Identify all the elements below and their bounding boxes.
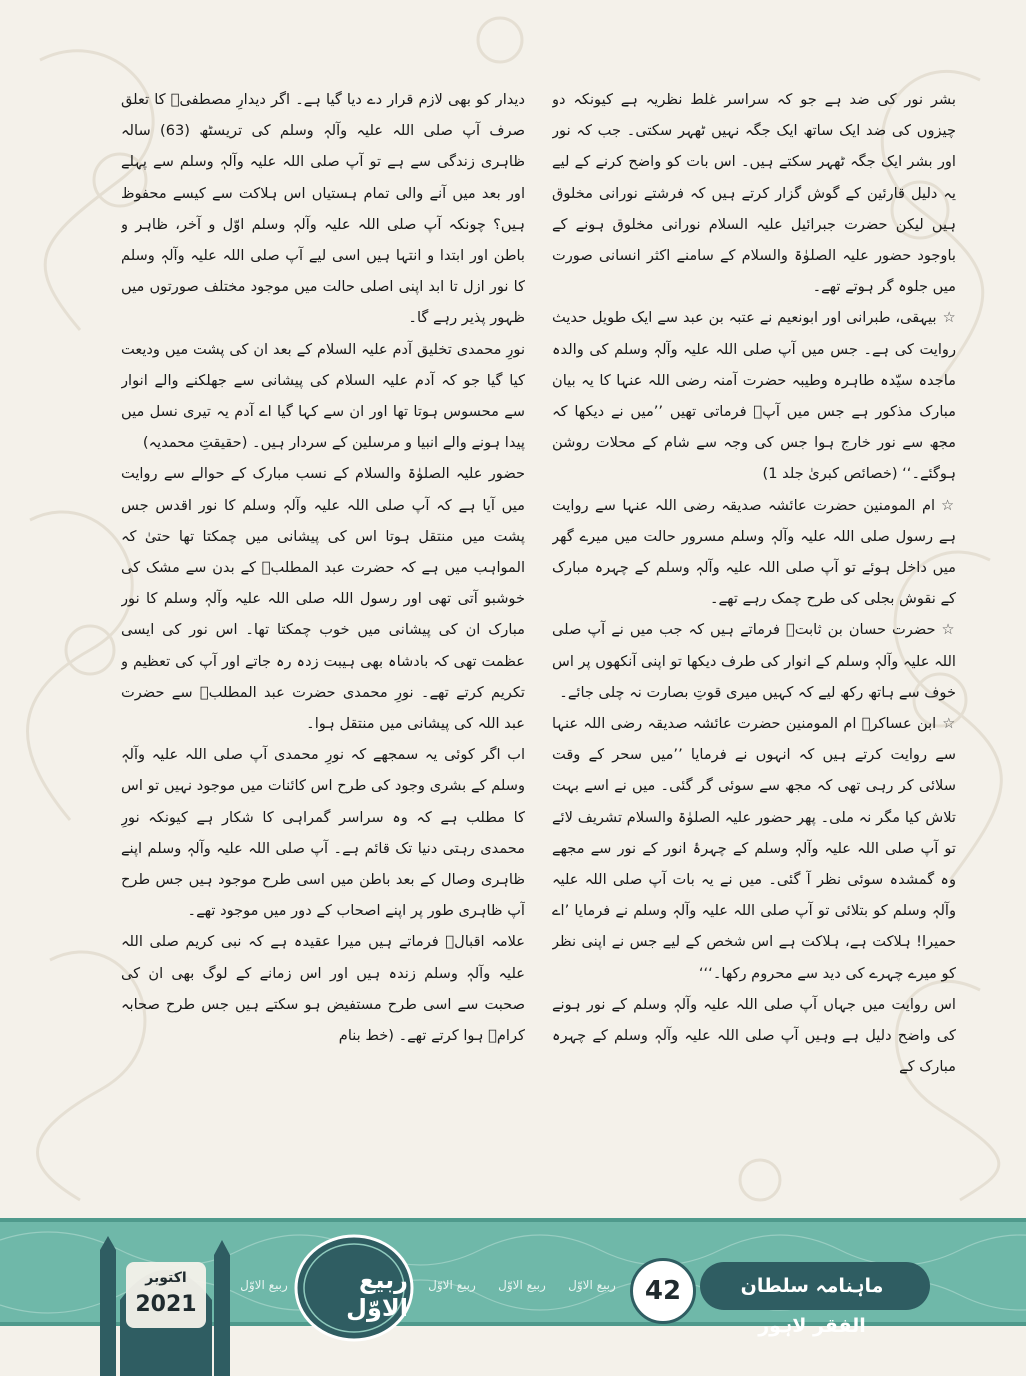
paragraph xyxy=(552,708,956,989)
paragraph: حضور علیہ الصلوٰۃ والسلام کے نسب مبارک کے حوالے سے روایت میں آیا ہے کہ آپ صلی اللہ علیہ وآلہٖ وسلم کا نور اقدس جس پشت میں منتقل ہوتا اس کی پیشانی میں چمکتا تھا حتیٰ کہ المواہب میں ہے کہ حضرت عبد المطلبؓ کے بدن سے مشک کی خوشبو آتی تھی اور رسول اللہ صلی اللہ علیہ وآلہٖ وسلم کا نور مبارک ان کی پیشانی میں خوب چمکتا تھا۔ اس نور کی ایسی عظمت تھی کہ بادشاہ بھی ہیبت زدہ رہ جاتے اور آپ کی تعظیم و تکریم کرتے تھے۔ نورِ محمدی حضرت عبد المطلبؓ سے حضرت عبد اللہ کی پیشانی میں منتقل ہوا۔ xyxy=(121,465,525,733)
paragraph: اب اگر کوئی یہ سمجھے کہ نورِ محمدی آپ صلی اللہ علیہ وآلہٖ وسلم کے بشری وجود کی طرح اس کائنات میں موجود نہیں تو اس کا مطلب ہے کہ وہ سراسر گمراہی کا شکار ہے کیونکہ نورِ محمدی رہتی دنیا تک قائم ہے۔ آپ صلی اللہ علیہ وآلہٖ وسلم اپنے ظاہری وصال کے بعد باطن میں اسی طرح موجود ہیں جس طرح آپ ظاہری طور پر اپنے اصحاب کے دور میں موجود تھے۔ xyxy=(121,746,525,920)
text-column-left xyxy=(121,84,525,1202)
star-icon: ☆ xyxy=(941,496,956,514)
paragraph: دیدار کو بھی لازم قرار دے دیا گیا ہے۔ اگر دیدارِ مصطفیؐ کا تعلق صرف آپ صلی اللہ علیہ وآلہٖ وسلم کی تریسٹھ (63) سالہ ظاہری زندگی سے ہے تو آپ صلی اللہ علیہ وآلہٖ وسلم سے پہلے اور بعد میں آنے والی تمام ہستیاں اس ہلاکت سے کیسے محفوظ ہیں؟ چونکہ آپ صلی اللہ علیہ وآلہٖ وسلم اوّل و آخر، ظاہر و باطن اور ابتدا و انتہا ہیں اسی لیے آپ صلی اللہ علیہ وآلہٖ وسلم کا نور ازل تا ابد اپنی اصلی حالت میں موجود مختلف صورتوں میں ظہور پذیر رہے گا۔ xyxy=(121,91,525,327)
issue-tag: ربیع الاوّل xyxy=(428,1278,476,1292)
paragraph: علامہ اقبالؒ فرماتے ہیں میرا عقیدہ ہے کہ نبی کریم صلی اللہ علیہ وآلہٖ وسلم زندہ ہیں اور اس زمانے کے لوگ بھی ان کی صحبت سے اسی طرح مستفیض ہو سکتے ہیں جس طرح صحابہ کرامؓ ہوا کرتے تھے۔ (خط بنام xyxy=(121,933,525,1045)
paragraph-text: حضرت حسان بن ثابتؓ فرماتے ہیں کہ جب میں نے آپ صلی اللہ علیہ وآلہٖ وسلم کے انوار کی طرف دیکھا تو اپنی آنکھوں پر اس خوف سے ہاتھ رکھ لیے کہ کہیں میری قوتِ بصارت نہ چلی جائے۔ xyxy=(552,621,956,701)
issue-year: 2021 xyxy=(135,1292,197,1317)
paragraph-text: ابن عساکرؒ ام المومنین حضرت عائشہ صدیقہ رضی اللہ عنہا سے روایت کرتے ہیں کہ انہوں نے فرمایا ’’میں سحر کے وقت سلائی کر رہی تھی کہ مجھ سے سوئی گر گئی۔ میں نے اسے بہت تلاش کیا مگر نہ ملی۔ پھر حضور علیہ الصلوٰۃ والسلام تشریف لائے تو آپ صلی اللہ علیہ وآلہٖ وسلم کے چہرۂ انور کے نور سے مجھے وہ گمشدہ سوئی نظر آ گئی۔ میں نے یہ بات آپ صلی اللہ علیہ وآلہٖ وسلم کو بتلائی تو آپ صلی اللہ علیہ وآلہٖ وسلم نے فرمایا ’اے حمیرا! ہلاکت ہے، ہلاکت ہے اس شخص کے لیے جس نے اپنی نظر کو میرے چہرے کی دید سے محروم رکھا۔‘‘‘ xyxy=(552,715,956,982)
paragraph: اس روایت میں جہاں آپ صلی اللہ علیہ وآلہٖ وسلم کے نور ہونے کی واضح دلیل ہے وہیں آپ صلی اللہ علیہ وآلہٖ وسلم کے چہرہ مبارک کے xyxy=(552,995,956,1076)
paragraph xyxy=(552,302,956,489)
paragraph xyxy=(552,614,956,708)
paragraph xyxy=(552,490,956,615)
page-number: 42 xyxy=(630,1258,696,1324)
paragraph-text: ام المومنین حضرت عائشہ صدیقہ رضی اللہ عنہا سے روایت ہے رسول صلی اللہ علیہ وآلہٖ وسلم مسرور حالت میں میرے گھر میں داخل ہوئے تو آپ صلی اللہ علیہ وآلہٖ وسلم کے چہرہ مبارک کے نقوش بجلی کی طرح چمک رہے تھے۔ xyxy=(552,496,956,608)
star-icon: ☆ xyxy=(942,715,956,733)
paragraph: بشر نور کی ضد ہے جو کہ سراسر غلط نظریہ ہے کیونکہ دو چیزوں کی ضد ایک ساتھ ایک جگہ نہیں ٹھہر سکتی۔ جب کہ نور اور بشر ایک جگہ ٹھہر سکتے ہیں۔ اس بات کو واضح کرنے کے لیے یہ دلیل قارئین کے گوش گزار کرتے ہیں کہ فرشتے نورانی مخلوق ہیں لیکن حضرت جبرائیل علیہ السلام نورانی مخلوق ہونے کے باوجود حضور علیہ الصلوٰۃ والسلام کے سامنے اکثر انسانی صورت میں جلوہ گر ہوتے تھے۔ xyxy=(552,91,956,296)
issue-tag: ربیع الاوّل xyxy=(568,1278,616,1292)
magazine-brand: ماہنامہ سلطان الفقر لاہور xyxy=(740,1275,884,1337)
star-icon: ☆ xyxy=(941,621,956,639)
issue-title: ربیع الاوّل xyxy=(346,1266,408,1322)
issue-month: اکتوبر xyxy=(145,1270,187,1286)
issue-tag: ربیع الاوّل xyxy=(240,1278,288,1292)
issue-tag: ربیع الاوّل xyxy=(498,1278,546,1292)
paragraph-text: بیہقی، طبرانی اور ابونعیم نے عتبہ بن عبد سے ایک طویل حدیث روایت کی ہے۔ جس میں آپ صلی اللہ علیہ وآلہٖ وسلم کی والدہ ماجدہ سیّدہ طاہرہ وطیبہ حضرت آمنہ رضی اللہ عنہا کا یہ بیان مبارک مذکور ہے جس میں آپؓ فرماتی تھیں ’’میں نے دیکھا کہ مجھ سے نور خارج ہوا جس کی وجہ سے شام کے محلات روشن ہوگئے۔‘‘ (خصائص کبریٰ جلد 1) xyxy=(552,309,956,483)
paragraph: نورِ محمدی تخلیق آدم علیہ السلام کے بعد ان کی پشت میں ودیعت کیا گیا جو کہ آدم علیہ السلام کی پیشانی سے جھلکنے والے انوار سے محسوس ہوتا تھا اور ان سے کہا گیا اے آدم یہ تیری نسل میں پیدا ہونے والے انبیا و مرسلین کے سردار ہیں۔ (حقیقتِ محمدیہ) xyxy=(121,340,525,452)
star-icon: ☆ xyxy=(942,309,956,327)
text-column-right xyxy=(552,84,956,1202)
